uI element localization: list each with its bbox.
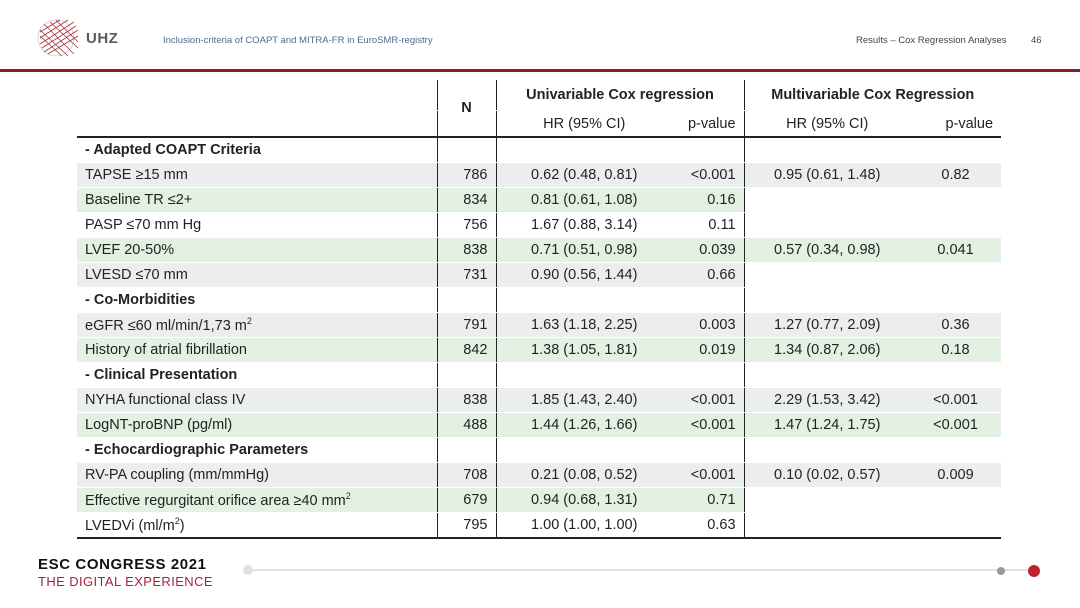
section-empty-mhr [744,137,910,163]
table-row [77,513,1001,539]
row-multivariable-pvalue: 0.82 [910,163,1001,188]
section-empty-n [437,438,496,463]
row-label [77,238,437,263]
row-label-superscript: 2 [174,516,180,527]
row-label-text: LVESD ≤70 mm [85,267,188,283]
row-label [77,338,437,363]
row-univariable-pvalue: <0.001 [672,413,744,438]
row-univariable-hr: 1.38 (1.05, 1.81) [496,338,672,363]
section-empty-uhr [496,137,672,163]
row-n: 731 [437,263,496,288]
row-multivariable-pvalue [910,488,1001,513]
section-empty-up [672,438,744,463]
section-title: - Adapted COAPT Criteria [77,137,437,163]
row-n: 756 [437,213,496,238]
table-section-row [77,438,1001,463]
column-multivariable-pvalue: p-value [910,111,1001,138]
row-label [77,313,437,338]
table-row [77,338,1001,363]
section-title: - Echocardiographic Parameters [77,438,437,463]
progress-dot [997,567,1005,575]
row-label [77,163,437,188]
row-multivariable-pvalue: <0.001 [910,388,1001,413]
row-multivariable-pvalue [910,263,1001,288]
row-n: 795 [437,513,496,539]
row-label-text: LVEDVi (ml/m [85,517,175,534]
row-label-text: History of atrial fibrillation [85,342,247,358]
row-multivariable-pvalue: 0.041 [910,238,1001,263]
header-empty [77,80,437,111]
table-section-row [77,288,1001,313]
row-univariable-hr: 1.85 (1.43, 2.40) [496,388,672,413]
table-row [77,188,1001,213]
row-univariable-pvalue: 0.003 [672,313,744,338]
row-multivariable-hr [744,488,910,513]
row-label [77,188,437,213]
row-univariable-pvalue: 0.11 [672,213,744,238]
row-multivariable-pvalue: 0.009 [910,463,1001,488]
row-label [77,263,437,288]
table-row [77,263,1001,288]
progress-start-dot [243,565,253,575]
row-label [77,488,437,513]
section-empty-mhr [744,288,910,313]
section-empty-mp [910,438,1001,463]
row-multivariable-pvalue [910,188,1001,213]
slide-header [0,0,1080,72]
section-empty-mp [910,137,1001,163]
row-univariable-hr: 0.90 (0.56, 1.44) [496,263,672,288]
column-multivariable-hr: HR (95% CI) [744,111,910,138]
congress-subtitle: THE DIGITAL EXPERIENCE [38,574,213,589]
row-univariable-pvalue: <0.001 [672,163,744,188]
header-divider [0,69,1080,72]
table-row [77,313,1001,338]
row-label [77,413,437,438]
row-univariable-hr: 0.71 (0.51, 0.98) [496,238,672,263]
row-label [77,513,437,539]
row-n: 488 [437,413,496,438]
row-multivariable-hr: 1.47 (1.24, 1.75) [744,413,910,438]
row-univariable-hr: 1.00 (1.00, 1.00) [496,513,672,539]
row-label-suffix: ) [179,517,185,534]
row-label-text: LVEF 20-50% [85,242,175,258]
section-empty-uhr [496,363,672,388]
row-n: 708 [437,463,496,488]
congress-title: ESC CONGRESS 2021 [38,556,207,573]
row-univariable-pvalue: 0.16 [672,188,744,213]
row-multivariable-hr [744,513,910,539]
row-univariable-pvalue: 0.039 [672,238,744,263]
row-univariable-pvalue: 0.019 [672,338,744,363]
row-n: 786 [437,163,496,188]
table-row [77,238,1001,263]
row-univariable-hr: 0.21 (0.08, 0.52) [496,463,672,488]
table-row [77,213,1001,238]
row-multivariable-hr [744,188,910,213]
table-section-row [77,363,1001,388]
row-multivariable-hr: 1.27 (0.77, 2.09) [744,313,910,338]
cox-regression-table [77,80,1001,539]
section-title: - Clinical Presentation [77,363,437,388]
uhz-logo-icon [34,14,82,60]
row-univariable-pvalue: <0.001 [672,388,744,413]
progress-current-dot [1028,565,1040,577]
row-multivariable-hr: 2.29 (1.53, 3.42) [744,388,910,413]
row-multivariable-pvalue [910,513,1001,539]
row-label-text: PASP ≤70 mm Hg [85,217,202,233]
row-multivariable-hr: 0.57 (0.34, 0.98) [744,238,910,263]
row-multivariable-pvalue [910,213,1001,238]
page-number: 46 [1031,35,1042,46]
row-label [77,388,437,413]
row-univariable-pvalue: <0.001 [672,463,744,488]
row-multivariable-hr: 0.95 (0.61, 1.48) [744,163,910,188]
row-label [77,213,437,238]
row-multivariable-hr: 1.34 (0.87, 2.06) [744,338,910,363]
row-multivariable-pvalue: 0.36 [910,313,1001,338]
section-empty-up [672,137,744,163]
slide-title: Inclusion-criteria of COAPT and MITRA-FR in EuroSMR-registry [163,35,433,46]
row-univariable-hr: 0.62 (0.48, 0.81) [496,163,672,188]
row-univariable-hr: 0.94 (0.68, 1.31) [496,488,672,513]
header-empty-2 [77,111,437,138]
row-multivariable-pvalue: 0.18 [910,338,1001,363]
section-title: - Co-Morbidities [77,288,437,313]
section-label: Results – Cox Regression Analyses [856,35,1007,46]
section-empty-mhr [744,438,910,463]
row-multivariable-pvalue: <0.001 [910,413,1001,438]
row-label-text: LogNT-proBNP (pg/ml) [85,417,233,433]
table-row [77,388,1001,413]
column-univariable-hr: HR (95% CI) [496,111,672,138]
table-row [77,413,1001,438]
section-empty-mp [910,363,1001,388]
section-empty-uhr [496,438,672,463]
table-section-row [77,137,1001,163]
row-univariable-hr: 1.67 (0.88, 3.14) [496,213,672,238]
row-univariable-pvalue: 0.66 [672,263,744,288]
row-multivariable-hr [744,213,910,238]
table-body [77,137,1001,538]
row-univariable-hr: 0.81 (0.61, 1.08) [496,188,672,213]
column-univariable: Univariable Cox regression [496,80,744,111]
row-univariable-pvalue: 0.63 [672,513,744,539]
row-univariable-hr: 1.44 (1.26, 1.66) [496,413,672,438]
row-multivariable-hr [744,263,910,288]
row-label-superscript: 2 [345,491,351,502]
row-multivariable-hr: 0.10 (0.02, 0.57) [744,463,910,488]
row-label-text: NYHA functional class IV [85,392,246,408]
table-row [77,488,1001,513]
section-empty-up [672,363,744,388]
row-label-text: eGFR ≤60 ml/min/1,73 m [85,317,247,334]
row-n: 791 [437,313,496,338]
column-n: N [437,80,496,137]
section-empty-mp [910,288,1001,313]
row-n: 838 [437,388,496,413]
row-n: 842 [437,338,496,363]
section-empty-mhr [744,363,910,388]
row-univariable-pvalue: 0.71 [672,488,744,513]
section-empty-n [437,288,496,313]
section-empty-up [672,288,744,313]
row-label-text: Baseline TR ≤2+ [85,192,193,208]
slide-progress-track [250,569,1035,571]
column-univariable-pvalue: p-value [672,111,744,138]
section-empty-n [437,363,496,388]
section-empty-n [437,137,496,163]
row-label-text: Effective regurgitant orifice area ≥40 mm [85,492,346,509]
row-n: 838 [437,238,496,263]
table-row [77,163,1001,188]
row-label-superscript: 2 [246,316,252,327]
row-n: 679 [437,488,496,513]
row-univariable-hr: 1.63 (1.18, 2.25) [496,313,672,338]
table-row [77,463,1001,488]
row-label-text: RV-PA coupling (mm/mmHg) [85,467,269,483]
row-label-text: TAPSE ≥15 mm [85,167,188,183]
row-label [77,463,437,488]
column-multivariable: Multivariable Cox Regression [744,80,1001,111]
logo-text: UHZ [86,30,119,47]
section-empty-uhr [496,288,672,313]
row-n: 834 [437,188,496,213]
